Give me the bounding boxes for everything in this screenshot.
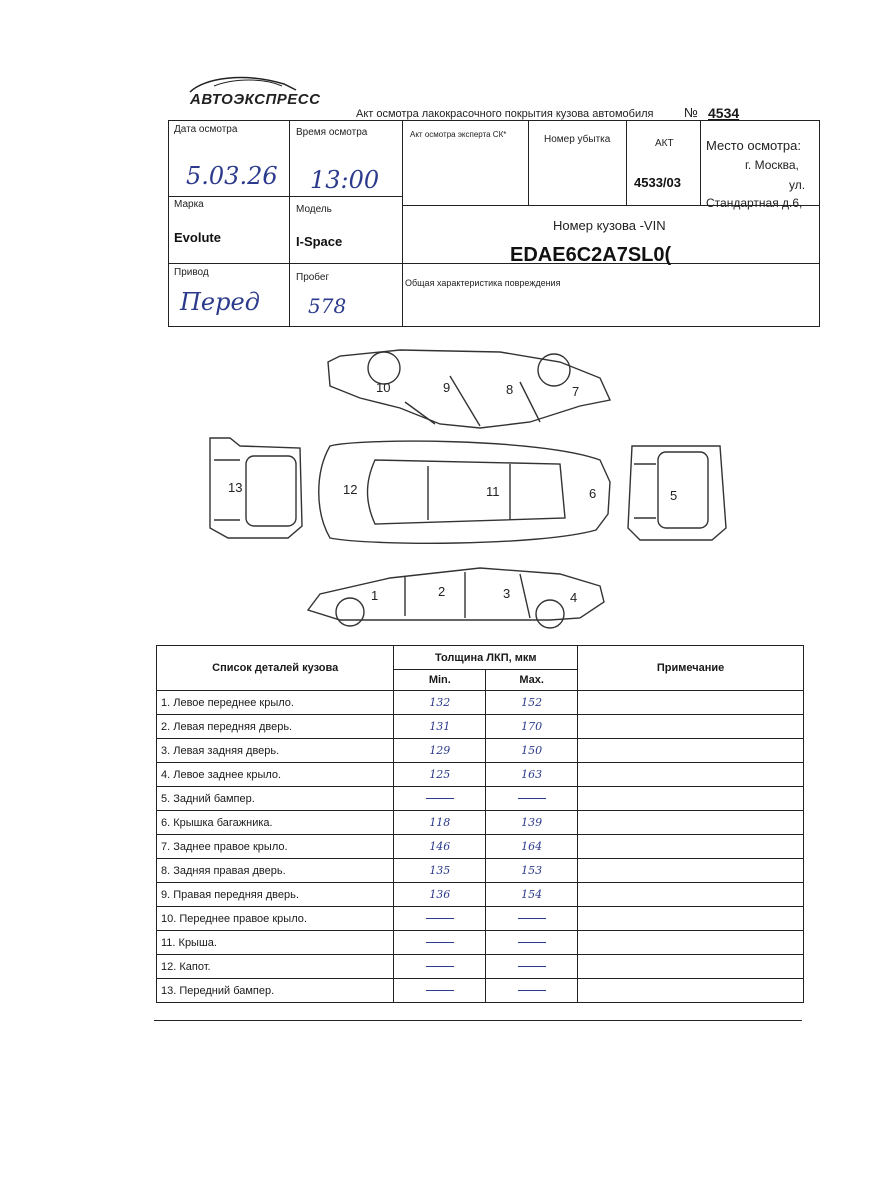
- part-number-11: 11: [486, 484, 500, 499]
- table-row: [157, 715, 804, 739]
- part-name: 9. Правая передняя дверь.: [157, 883, 394, 907]
- table-row: [157, 979, 804, 1003]
- thickness-min: [394, 907, 486, 931]
- thickness-min: 132: [394, 691, 486, 715]
- col-note-header: Примечание: [578, 646, 804, 691]
- logo-text: АВТОЭКСПРЕСС: [190, 91, 321, 108]
- part-name: 2. Левая передняя дверь.: [157, 715, 394, 739]
- note-cell: [578, 883, 804, 907]
- thickness-max: 170: [486, 715, 578, 739]
- part-number-4: 4: [570, 590, 578, 605]
- place-line1: г. Москва,: [745, 158, 799, 172]
- expert-act-label: Акт осмотра эксперта СК*: [410, 130, 507, 139]
- thickness-min: [394, 979, 486, 1003]
- empty-dash: [426, 918, 454, 920]
- part-number-3: 3: [503, 586, 511, 601]
- note-cell: [578, 835, 804, 859]
- company-logo: [184, 74, 321, 114]
- act-value: 4533/03: [634, 175, 681, 190]
- empty-dash: [518, 918, 546, 920]
- thickness-max: 154: [486, 883, 578, 907]
- act-label: АКТ: [655, 138, 674, 149]
- bottom-rule: [154, 1020, 802, 1021]
- note-cell: [578, 715, 804, 739]
- thickness-max: 163: [486, 763, 578, 787]
- table-row: [157, 931, 804, 955]
- col-parts-header: Список деталей кузова: [157, 646, 394, 691]
- empty-dash: [518, 966, 546, 968]
- model-value: I-Space: [296, 234, 343, 249]
- part-name: 11. Крыша.: [157, 931, 394, 955]
- thickness-min: 118: [394, 811, 486, 835]
- note-cell: [578, 811, 804, 835]
- inspection-time-label: Время осмотра: [296, 127, 368, 138]
- thickness-max: [486, 907, 578, 931]
- part-name: 3. Левая задняя дверь.: [157, 739, 394, 763]
- note-cell: [578, 691, 804, 715]
- thickness-min: [394, 931, 486, 955]
- make-value: Evolute: [174, 230, 221, 245]
- part-number-5: 5: [670, 488, 678, 503]
- part-name: 10. Переднее правое крыло.: [157, 907, 394, 931]
- vin-label: Номер кузова -VIN: [553, 218, 666, 233]
- table-row: [157, 859, 804, 883]
- empty-dash: [426, 990, 454, 992]
- col-thickness-header: Толщина ЛКП, мкм: [394, 646, 578, 670]
- part-number-12: 12: [343, 482, 358, 497]
- mileage-label: Пробег: [296, 272, 330, 283]
- make-label: Марка: [174, 199, 204, 210]
- note-cell: [578, 787, 804, 811]
- table-row: [157, 787, 804, 811]
- part-name: 8. Задняя правая дверь.: [157, 859, 394, 883]
- thickness-min: [394, 955, 486, 979]
- part-name: 13. Передний бампер.: [157, 979, 394, 1003]
- table-row: [157, 883, 804, 907]
- number-sign: №: [684, 105, 698, 120]
- note-cell: [578, 763, 804, 787]
- part-number-9: 9: [443, 380, 451, 395]
- thickness-min: [394, 787, 486, 811]
- damage-label: Общая характеристика повреждения: [405, 278, 561, 288]
- drive-value: Перед: [180, 288, 260, 316]
- part-number-13: 13: [228, 480, 243, 495]
- part-name: 5. Задний бампер.: [157, 787, 394, 811]
- col-min-header: Min.: [394, 670, 486, 691]
- document-number: 4534: [708, 105, 740, 121]
- thickness-max: [486, 979, 578, 1003]
- part-name: 6. Крышка багажника.: [157, 811, 394, 835]
- thickness-max: 153: [486, 859, 578, 883]
- thickness-min: 146: [394, 835, 486, 859]
- mileage-value: 578: [308, 294, 347, 318]
- thickness-max: [486, 955, 578, 979]
- table-row: [157, 955, 804, 979]
- car-body-diagram: [200, 342, 730, 642]
- thickness-max: [486, 931, 578, 955]
- col-max-header: Max.: [486, 670, 578, 691]
- document-title: Акт осмотра лакокрасочного покрытия кузова автомобиля: [356, 108, 654, 120]
- thickness-max: 152: [486, 691, 578, 715]
- place-line3: Стандартная д.6,: [706, 196, 803, 210]
- thickness-max: 164: [486, 835, 578, 859]
- part-number-6: 6: [589, 486, 597, 501]
- part-number-7: 7: [572, 384, 580, 399]
- inspection-time-value: 13:00: [310, 166, 380, 194]
- table-row: [157, 835, 804, 859]
- empty-dash: [426, 942, 454, 944]
- model-label: Модель: [296, 204, 332, 215]
- table-row: [157, 691, 804, 715]
- part-name: 12. Капот.: [157, 955, 394, 979]
- note-cell: [578, 907, 804, 931]
- vin-value: EDAE6C2A7SL0(: [510, 244, 672, 266]
- part-number-2: 2: [438, 584, 446, 599]
- place-line2: ул.: [789, 178, 806, 192]
- table-row: [157, 763, 804, 787]
- empty-dash: [518, 942, 546, 944]
- thickness-min: 136: [394, 883, 486, 907]
- thickness-max: 150: [486, 739, 578, 763]
- note-cell: [578, 955, 804, 979]
- note-cell: [578, 859, 804, 883]
- thickness-max: [486, 787, 578, 811]
- empty-dash: [426, 966, 454, 968]
- thickness-min: 135: [394, 859, 486, 883]
- table-row: [157, 739, 804, 763]
- place-label: Место осмотра:: [706, 138, 801, 153]
- loss-number-label: Номер убытка: [544, 134, 611, 145]
- thickness-min: 129: [394, 739, 486, 763]
- table-row: [157, 907, 804, 931]
- note-cell: [578, 979, 804, 1003]
- part-number-1: 1: [371, 588, 379, 603]
- part-name: 7. Заднее правое крыло.: [157, 835, 394, 859]
- thickness-max: 139: [486, 811, 578, 835]
- inspection-date-label: Дата осмотра: [174, 124, 238, 135]
- thickness-min: 131: [394, 715, 486, 739]
- part-name: 4. Левое заднее крыло.: [157, 763, 394, 787]
- part-name: 1. Левое переднее крыло.: [157, 691, 394, 715]
- note-cell: [578, 739, 804, 763]
- inspection-date-value: 5.03.26: [186, 162, 278, 190]
- note-cell: [578, 931, 804, 955]
- paint-thickness-table: [156, 645, 804, 1003]
- part-number-8: 8: [506, 382, 514, 397]
- empty-dash: [426, 798, 454, 800]
- empty-dash: [518, 990, 546, 992]
- table-row: [157, 811, 804, 835]
- part-number-10: 10: [376, 380, 391, 395]
- drive-label: Привод: [174, 267, 209, 278]
- empty-dash: [518, 798, 546, 800]
- thickness-min: 125: [394, 763, 486, 787]
